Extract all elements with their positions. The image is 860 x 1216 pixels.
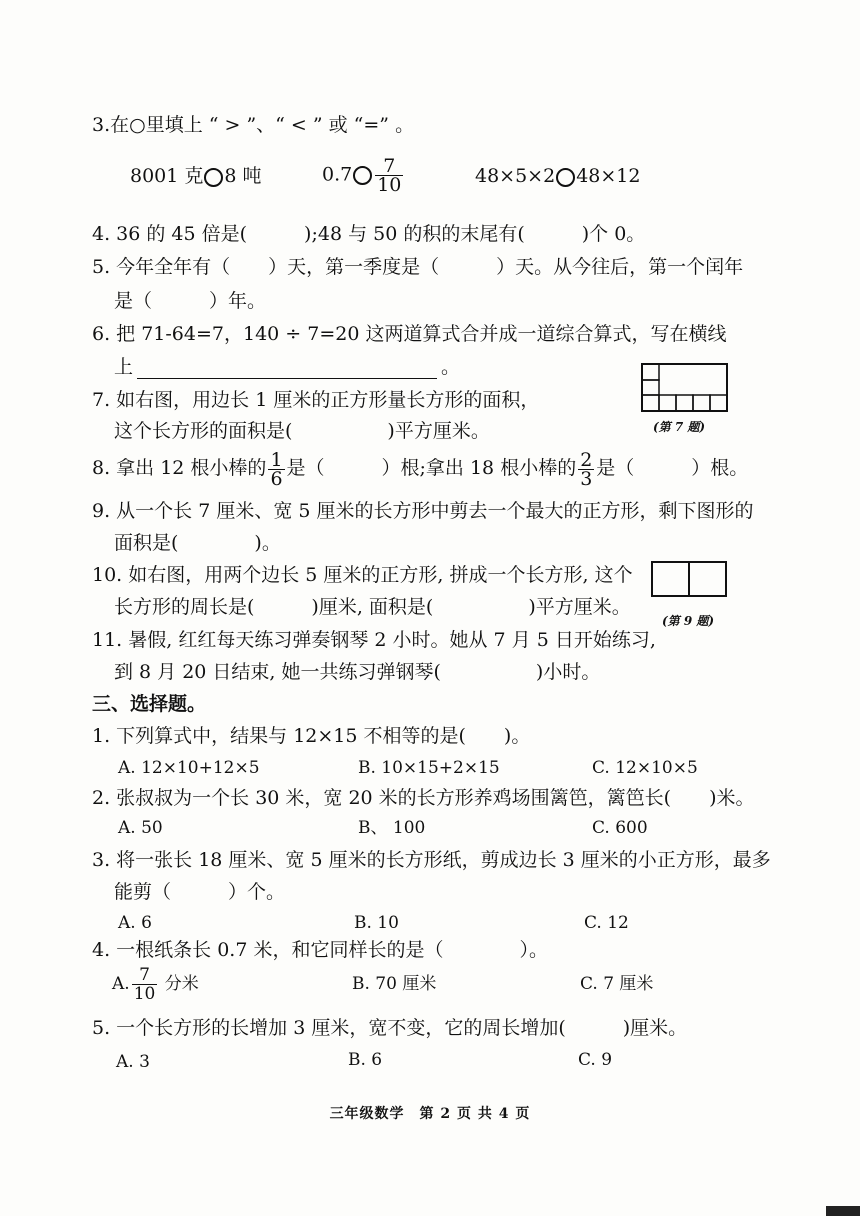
question-7-line-2: 这个长方形的面积是( )平方厘米。 bbox=[114, 420, 490, 442]
fraction-denominator: 10 bbox=[377, 174, 402, 196]
choice-3-stem-line-1: 3. 将一张长 18 厘米、宽 5 厘米的长方形纸，剪成边长 3 厘米的小正方形，最多 bbox=[92, 849, 771, 871]
fraction bbox=[132, 966, 158, 1003]
question-5-line-2: 是（ ）年。 bbox=[114, 290, 267, 312]
choice-4-stem: 4. 一根纸条长 0.7 米，和它同样长的是（ ）。 bbox=[92, 939, 548, 961]
scan-corner-mark bbox=[826, 1206, 860, 1216]
question-9-line-2: 面积是( )。 bbox=[114, 532, 281, 554]
q3-item3-right: 48×12 bbox=[576, 165, 641, 187]
c4-a-unit: 分米 bbox=[164, 974, 199, 994]
choice-1-stem: 1. 下列算式中，结果与 12×15 不相等的是( )。 bbox=[92, 725, 531, 747]
fraction-denominator: 10 bbox=[133, 984, 156, 1004]
choice-3-stem-line-2: 能剪（ ）个。 bbox=[114, 881, 286, 903]
question-5-line-1: 5. 今年全年有（ ）天，第一季度是（ ）天。从今往后，第一个闰年 bbox=[92, 256, 744, 278]
q3-item1-left: 8001 克 bbox=[130, 165, 204, 187]
fraction-numerator: 2 bbox=[580, 448, 593, 471]
question-7-line-1: 7. 如右图，用边长 1 厘米的正方形量长方形的面积， bbox=[92, 389, 540, 411]
section-3-title: 三、选择题。 bbox=[92, 693, 207, 715]
c4-a-prefix: A. bbox=[112, 974, 130, 994]
compare-circle bbox=[353, 166, 372, 185]
question-8-text bbox=[92, 448, 748, 488]
question-3-text: 3.在○里填上 “ > ”、“ < ” 或 “=” 。 bbox=[92, 114, 415, 136]
question-7-caption: (第 7 题) bbox=[653, 420, 706, 434]
choice-5-option-a: A. 3 bbox=[116, 1052, 150, 1072]
question-7-grid-figure bbox=[640, 362, 730, 414]
fraction-denominator: 3 bbox=[580, 467, 593, 490]
question-4-text: 4. 36 的 45 倍是( );48 与 50 的积的末尾有( )个 0。 bbox=[92, 223, 646, 245]
choice-1-option-a: A. 12×10+12×5 bbox=[118, 758, 260, 778]
question-11-line-1: 11. 暑假, 红红每天练习弹奏钢琴 2 小时。她从 7 月 5 日开始练习, bbox=[92, 629, 656, 651]
question-11-line-2: 到 8 月 20 日结束, 她一共练习弹钢琴( )小时。 bbox=[114, 661, 601, 683]
choice-4-option-c: C. 7 厘米 bbox=[580, 974, 654, 994]
question-10-squares-figure bbox=[650, 560, 730, 598]
choice-2-option-c: C. 600 bbox=[592, 818, 648, 838]
choice-3-option-b: B. 10 bbox=[354, 913, 399, 933]
q8-part-c: 是（ ）根。 bbox=[596, 457, 749, 479]
question-3-item-3 bbox=[475, 164, 640, 188]
fraction bbox=[578, 448, 594, 490]
choice-3-option-c: C. 12 bbox=[584, 913, 629, 933]
question-10-line-2: 长方形的周长是( )厘米, 面积是( )平方厘米。 bbox=[114, 596, 631, 618]
compare-circle bbox=[556, 168, 575, 187]
choice-3-option-a: A. 6 bbox=[118, 913, 152, 933]
question-6-line-1: 6. 把 71-64=7，140 ÷ 7=20 这两道算式合并成一道综合算式，写在横线 bbox=[92, 323, 727, 345]
q6-line-2-start: 上 bbox=[114, 356, 134, 378]
fraction-denominator: 6 bbox=[270, 467, 283, 490]
q3-item1-right: 8 吨 bbox=[224, 165, 262, 187]
fraction bbox=[375, 157, 403, 194]
choice-4-option-b: B. 70 厘米 bbox=[352, 974, 437, 994]
fraction-numerator: 1 bbox=[270, 448, 283, 471]
fraction-numerator: 7 bbox=[375, 157, 403, 176]
choice-1-option-c: C. 12×10×5 bbox=[592, 758, 698, 778]
page-footer: 三年级数学 第 2 页 共 4 页 bbox=[329, 1106, 531, 1122]
question-3-item-2 bbox=[322, 157, 405, 194]
question-3-item-1 bbox=[130, 164, 262, 188]
question-9-line-1: 9. 从一个长 7 厘米、宽 5 厘米的长方形中剪去一个最大的正方形，剩下图形的 bbox=[92, 500, 754, 522]
fraction-numerator: 7 bbox=[132, 966, 158, 985]
q3-item3-left: 48×5×2 bbox=[475, 165, 556, 187]
fraction bbox=[268, 448, 284, 490]
choice-2-stem: 2. 张叔叔为一个长 30 米，宽 20 米的长方形养鸡场围篱笆，篱笆长( )米。 bbox=[92, 787, 755, 809]
choice-2-option-a: A. 50 bbox=[118, 818, 163, 838]
choice-5-option-b: B. 6 bbox=[348, 1050, 383, 1070]
q6-line-2-end: 。 bbox=[441, 356, 461, 378]
question-10-caption: (第 9 题) bbox=[662, 614, 715, 628]
choice-5-stem: 5. 一个长方形的长增加 3 厘米，宽不变，它的周长增加( )厘米。 bbox=[92, 1017, 688, 1039]
q8-part-a: 8. 拿出 12 根小棒的 bbox=[92, 457, 267, 479]
question-6-line-2 bbox=[114, 355, 460, 379]
choice-4-option-a bbox=[112, 962, 199, 1006]
choice-5-option-c: C. 9 bbox=[578, 1050, 613, 1070]
answer-blank-line bbox=[137, 358, 437, 379]
question-10-line-1: 10. 如右图，用两个边长 5 厘米的正方形, 拼成一个长方形, 这个 bbox=[92, 564, 633, 586]
compare-circle bbox=[204, 168, 223, 187]
choice-1-option-b: B. 10×15+2×15 bbox=[358, 758, 500, 778]
q3-item2-left: 0.7 bbox=[322, 163, 353, 186]
choice-2-option-b: B、 100 bbox=[358, 818, 426, 838]
q8-part-b: 是（ ）根;拿出 18 根小棒的 bbox=[286, 457, 577, 479]
